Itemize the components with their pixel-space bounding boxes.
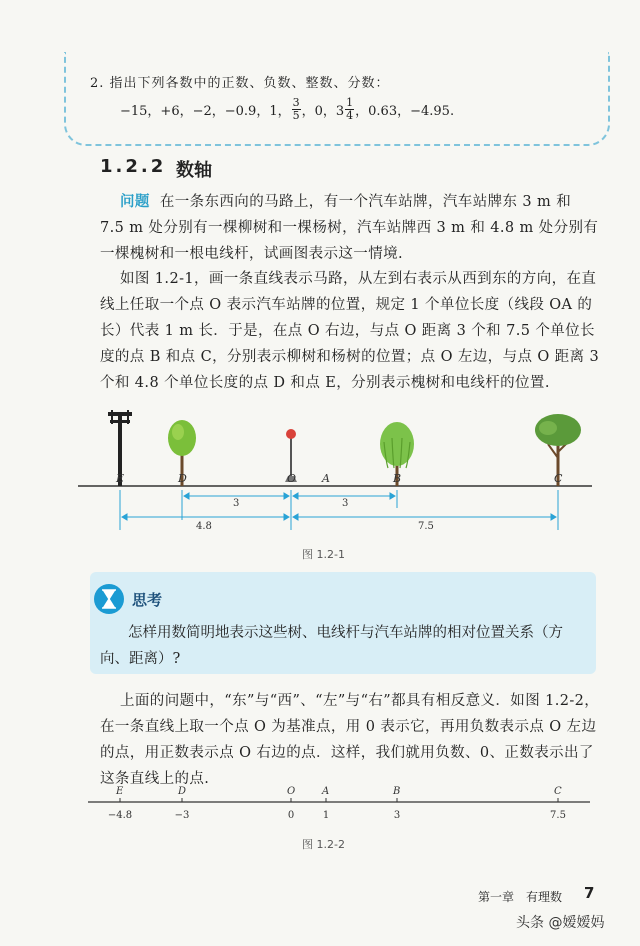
point-label-A: A xyxy=(322,472,330,485)
dimension-lines xyxy=(120,490,558,530)
exercise-numbers xyxy=(120,92,454,126)
tick-value-A: 1 xyxy=(322,810,330,821)
numbers-part-a: −15，+6，−2，−0.9，1， xyxy=(120,103,291,119)
figure2-caption: 图 1.2-2 xyxy=(302,838,345,851)
hourglass-icon xyxy=(94,584,124,614)
chapter-footer: 第一章 有理数 xyxy=(478,890,563,904)
point-label-E: E xyxy=(116,786,124,797)
problem-text: 在一条东西向的马路上，有一个汽车站牌，汽车站牌东 3 m 和 7.5 m 处分别有一棵柳树和一棵杨树，汽车站牌西 3 m 和 4.8 m 处分别有一棵槐树和一根电线杆，试画图表示这一情境. xyxy=(100,194,599,262)
figure1-caption: 图 1.2-1 xyxy=(302,548,345,561)
point-label-O: O xyxy=(287,786,296,797)
figure-number-line-scene xyxy=(0,402,640,532)
frac-numerator: 3 xyxy=(292,95,300,109)
paragraph-explanation: 如图 1.2-1，画一条直线表示马路，从左到右表示从西到东的方向，在直线上任取一个点 O 表示汽车站牌的位置，规定 1 个单位长度（线段 OA 的长）代表 1 m 长．于是，在点 O 右边，与点 O 距离 3 个和 7.5 个单位长度的点 B 和点 C，分别表示柳树和杨树的位置；点 O 左边，与点 O 距离 3 个和 4.8 个单位长度的点 D 和点 E，分别表示槐树和电线杆的位置. xyxy=(100,271,600,391)
tick-value-B: 3 xyxy=(393,810,401,821)
dim-label-DO: 3 xyxy=(233,498,240,509)
section-number: 1.2.2 xyxy=(100,156,167,177)
fraction-one-quarter xyxy=(345,97,354,122)
frac-denominator: 4 xyxy=(346,108,354,122)
point-label-O: O xyxy=(287,472,297,485)
dim-label-OC: 7.5 xyxy=(418,521,434,532)
figure-number-line xyxy=(0,784,640,828)
tick-value-C: 7.5 xyxy=(550,810,566,821)
point-label-C: C xyxy=(554,786,562,797)
tick-value-D: −3 xyxy=(174,810,190,821)
frac-numerator: 1 xyxy=(346,95,354,109)
numbers-part-c: ，0.63，−4.95. xyxy=(355,103,455,119)
point-label-A: A xyxy=(322,786,330,797)
point-label-E: E xyxy=(116,472,125,485)
frac-denominator: 5 xyxy=(292,108,300,122)
tick-value-O: 0 xyxy=(287,810,295,821)
page-number: 7 xyxy=(584,884,595,902)
point-label-B: B xyxy=(393,786,401,797)
watermark: 头条 @嫒嫒妈 xyxy=(516,915,605,931)
think-text: 怎样用数简明地表示这些树、电线杆与汽车站牌的相对位置关系（方向、距离）? xyxy=(100,625,563,667)
point-label-D: D xyxy=(178,472,187,485)
numbers-part-b: ，0，3 xyxy=(301,103,345,119)
problem-label: 问题 xyxy=(120,194,150,210)
exercise-question: 2. 指出下列各数中的正数、负数、整数、分数： xyxy=(90,76,390,91)
section-title: 数轴 xyxy=(176,160,212,181)
paragraph-opposite-meanings: 上面的问题中，“东”与“西”、“左”与“右”都具有相反意义．如图 1.2-2，在一条直线上取一个点 O 为基准点，用 0 表示它，再用负数表示点 O 左边的点，用正数表示点 O 右边的点．这样，我们就用负数、0、正数表示出了这条直线上的点. xyxy=(100,693,600,787)
point-label-B: B xyxy=(393,472,402,485)
tick-value-E: −4.8 xyxy=(107,810,133,821)
think-title: 思考 xyxy=(132,591,163,609)
dim-label-EO: 4.8 xyxy=(196,521,212,532)
point-label-D: D xyxy=(178,786,187,797)
problem-paragraph xyxy=(100,189,600,267)
fraction-three-fifths xyxy=(292,97,301,122)
dim-label-OB: 3 xyxy=(342,498,349,509)
point-label-C: C xyxy=(554,472,563,485)
